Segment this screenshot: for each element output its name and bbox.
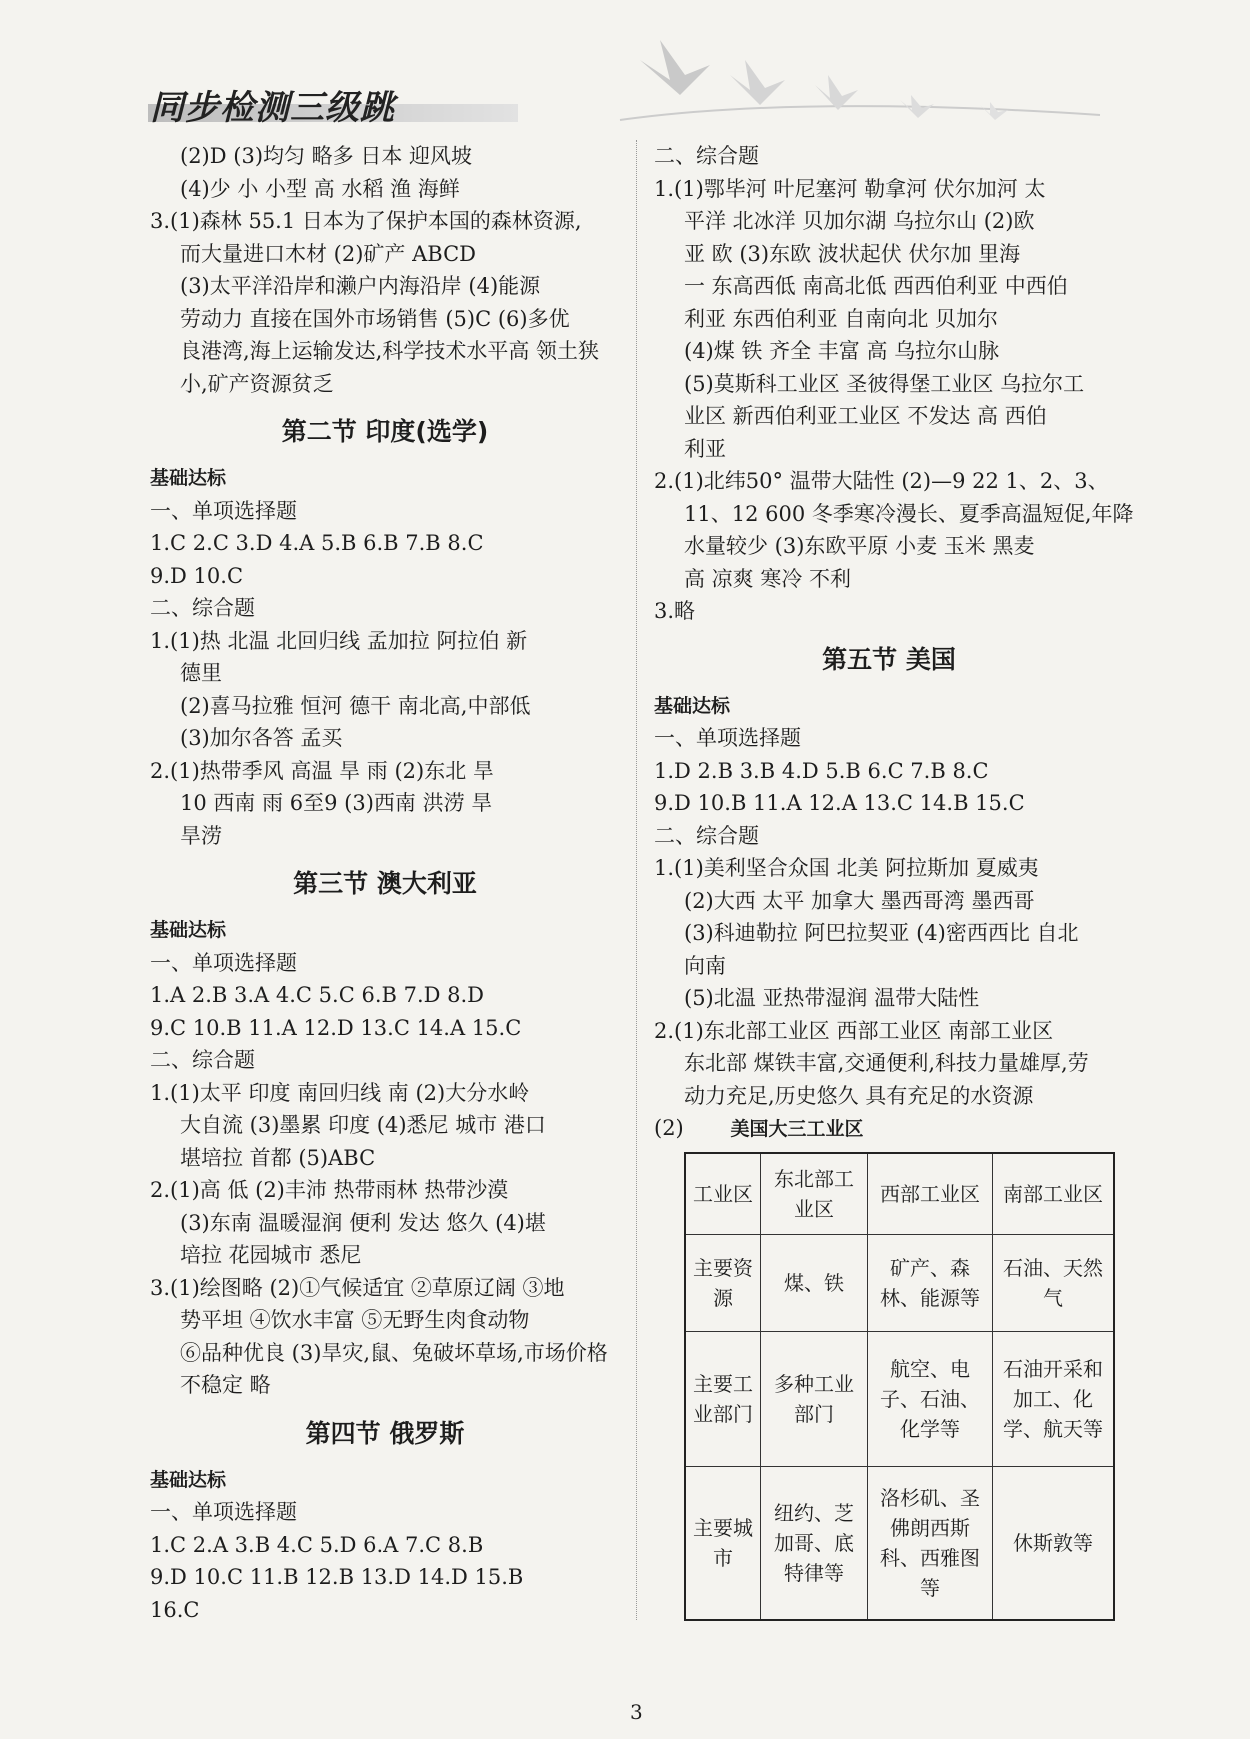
answer-line: 二、综合题 (654, 144, 759, 168)
answer-line: (5)莫斯科工业区 圣彼得堡工业区 乌拉尔工 (684, 371, 1085, 396)
answer-line: 3.略 (654, 599, 696, 623)
answer-line: 1.(1)太平 印度 南回归线 南 (2)大分水岭 (150, 1080, 530, 1105)
answer-line: 10 西南 雨 6至9 (3)西南 洪涝 旱 (180, 791, 493, 815)
answer-line: 业区 新西伯利亚工业区 不发达 高 西伯 (684, 404, 1047, 428)
section-title: 第四节 俄罗斯 (305, 1418, 465, 1448)
table-row (685, 1331, 1114, 1466)
answer-line: (5)北温 亚热带湿润 温带大陆性 (684, 986, 980, 1010)
table-cell: 航空、电子、石油、化学等 (868, 1331, 993, 1466)
subsection-heading: 基础达标 (150, 467, 227, 489)
page-number: 3 (630, 1700, 643, 1724)
answer-line: 11、12 600 冬季寒冷漫长、夏季高温短促,年降 (684, 501, 1134, 526)
table-row (685, 1153, 1114, 1235)
table-cell: 南部工业区 (993, 1153, 1115, 1235)
table-cell: 主要城市 (685, 1466, 761, 1620)
answer-line: (3)加尔各答 孟买 (180, 726, 343, 750)
answer-line: 堪培拉 首都 (5)ABC (180, 1145, 376, 1170)
answer-line: 不稳定 略 (180, 1373, 271, 1397)
answer-line: 一、单项选择题 (150, 498, 297, 523)
answer-line: 2.(1)北纬50° 温带大陆性 (2)—9 22 1、2、3、 (654, 469, 1109, 493)
answer-line: (3)东南 温暖湿润 便利 发达 悠久 (4)堪 (180, 1210, 546, 1235)
answer-line: (2)大西 太平 加拿大 墨西哥湾 墨西哥 (684, 888, 1035, 913)
answer-line: (2)喜马拉雅 恒河 德干 南北高,中部低 (180, 693, 531, 718)
answer-line: 1.(1)美利坚合众国 北美 阿拉斯加 夏威夷 (654, 856, 1039, 880)
answer-line: 9.D 10.C 11.B 12.B 13.D 14.D 15.B (150, 1565, 524, 1589)
answer-line: 而大量进口木材 (2)矿产 ABCD (180, 241, 476, 266)
answer-line: (3)太平洋沿岸和濑户内海沿岸 (4)能源 (180, 274, 541, 298)
subsection-heading: 基础达标 (150, 919, 227, 941)
answer-line: 劳动力 直接在国外市场销售 (5)C (6)多优 (180, 306, 570, 331)
answer-line: 高 凉爽 寒冷 不利 (684, 566, 852, 591)
table-cell: 矿产、森林、能源等 (868, 1234, 993, 1331)
answer-line: 二、综合题 (150, 1048, 255, 1072)
answer-line: 小,矿产资源贫乏 (180, 371, 334, 396)
answer-line: 9.D 10.B 11.A 12.A 13.C 14.B 15.C (654, 791, 1025, 815)
answer-line: 一、单项选择题 (150, 950, 297, 975)
right-column (654, 140, 1134, 1621)
table-cell: 洛杉矶、圣佛朗西斯科、西雅图等 (868, 1466, 993, 1620)
answer-line: 1.(1)鄂毕河 叶尼塞河 勒拿河 伏尔加河 太 (654, 176, 1046, 201)
birds-decoration-icon (600, 20, 1120, 130)
answer-line: 平洋 北冰洋 贝加尔湖 乌拉尔山 (2)欧 (684, 209, 1035, 233)
table-cell: 工业区 (685, 1153, 761, 1235)
answer-line: 2.(1)高 低 (2)丰沛 热带雨林 热带沙漠 (150, 1178, 509, 1202)
answer-line: 旱涝 (180, 823, 222, 848)
answer-line: 动力充足,历史悠久 具有充足的水资源 (684, 1083, 1034, 1108)
section-title: 第五节 美国 (822, 644, 956, 674)
table-label: (2) (654, 1116, 684, 1140)
answer-line: 势平坦 ④饮水丰富 ⑤无野生肉食动物 (180, 1308, 530, 1332)
table-row (685, 1234, 1114, 1331)
answer-line: (4)煤 铁 齐全 丰富 高 乌拉尔山脉 (684, 339, 1000, 363)
table-row (685, 1466, 1114, 1620)
answer-line: ⑥品种优良 (3)旱灾,鼠、兔破坏草场,市场价格 (180, 1340, 608, 1365)
table-caption: 美国大三工业区 (730, 1118, 864, 1140)
answer-line: 德里 (180, 661, 222, 685)
answer-line: 大自流 (3)墨累 印度 (4)悉尼 城市 港口 (180, 1113, 546, 1137)
answer-line: 1.(1)热 北温 北回归线 孟加拉 阿拉伯 新 (150, 628, 528, 653)
answer-line: 9.D 10.C (150, 563, 244, 588)
table-cell: 东北部工业区 (761, 1153, 868, 1235)
answer-line: 亚 欧 (3)东欧 波状起伏 伏尔加 里海 (684, 241, 1021, 266)
answer-line: 一 东高西低 南高北低 西西伯利亚 中西伯 (684, 274, 1068, 298)
answer-line: 利亚 东西伯利亚 自南向北 贝加尔 (684, 306, 999, 331)
table-label-row (654, 1112, 1124, 1146)
left-column (150, 140, 620, 1626)
answer-line: (2)D (3)均匀 略多 日本 迎风坡 (180, 144, 473, 168)
answer-line: 3.(1)森林 55.1 日本为了保护本国的森林资源, (150, 209, 582, 233)
section-title: 第二节 印度(选学) (281, 417, 489, 446)
book-title: 同步检测三级跳 (150, 88, 395, 128)
table-cell: 西部工业区 (868, 1153, 993, 1235)
answer-line: 二、综合题 (654, 823, 759, 848)
answer-line: (3)科迪勒拉 阿巴拉契亚 (4)密西西比 自北 (684, 921, 1079, 945)
table-cell: 石油、天然气 (993, 1234, 1115, 1331)
table-cell: 多种工业部门 (761, 1331, 868, 1466)
table-cell: 主要工业部门 (685, 1331, 761, 1466)
answer-line: 一、单项选择题 (654, 726, 801, 750)
table-cell: 煤、铁 (761, 1234, 868, 1331)
subsection-heading: 基础达标 (654, 694, 731, 717)
industrial-zones-table (684, 1152, 1115, 1621)
answer-line: 3.(1)绘图略 (2)①气候适宜 ②草原辽阔 ③地 (150, 1275, 565, 1300)
column-divider (636, 140, 638, 1620)
subsection-heading: 基础达标 (150, 1468, 227, 1491)
answer-line: 培拉 花园城市 悉尼 (180, 1243, 362, 1267)
table-cell: 休斯敦等 (993, 1466, 1115, 1620)
answer-line: 2.(1)东北部工业区 西部工业区 南部工业区 (654, 1018, 1054, 1043)
answer-line: (4)少 小 小型 高 水稻 渔 海鲜 (180, 176, 460, 201)
answer-line: 1.C 2.A 3.B 4.C 5.D 6.A 7.C 8.B (150, 1532, 484, 1557)
answer-line: 2.(1)热带季风 高温 旱 雨 (2)东北 旱 (150, 758, 494, 783)
table-cell: 主要资源 (685, 1234, 761, 1331)
answer-line: 1.D 2.B 3.B 4.D 5.B 6.C 7.B 8.C (654, 758, 989, 783)
answer-line: 一、单项选择题 (150, 1500, 297, 1524)
answer-line: 良港湾,海上运输发达,科学技术水平高 领土狭 (180, 339, 600, 363)
table-cell: 纽约、芝加哥、底特律等 (761, 1466, 868, 1620)
answer-line: 向南 (684, 953, 726, 978)
section-title: 第三节 澳大利亚 (293, 869, 477, 898)
answer-line: 二、综合题 (150, 596, 255, 620)
answer-line: 9.C 10.B 11.A 12.D 13.C 14.A 15.C (150, 1015, 522, 1040)
answer-line: 16.C (150, 1597, 200, 1622)
answer-line: 水量较少 (3)东欧平原 小麦 玉米 黑麦 (684, 534, 1035, 558)
answer-line: 东北部 煤铁丰富,交通便利,科技力量雄厚,劳 (684, 1051, 1089, 1075)
answer-line: 1.C 2.C 3.D 4.A 5.B 6.B 7.B 8.C (150, 531, 484, 555)
right-lines (654, 140, 1134, 1112)
table-cell: 石油开采和加工、化学、航天等 (993, 1331, 1115, 1466)
answer-line: 利亚 (684, 436, 726, 461)
answer-line: 1.A 2.B 3.A 4.C 5.C 6.B 7.D 8.D (150, 983, 485, 1007)
